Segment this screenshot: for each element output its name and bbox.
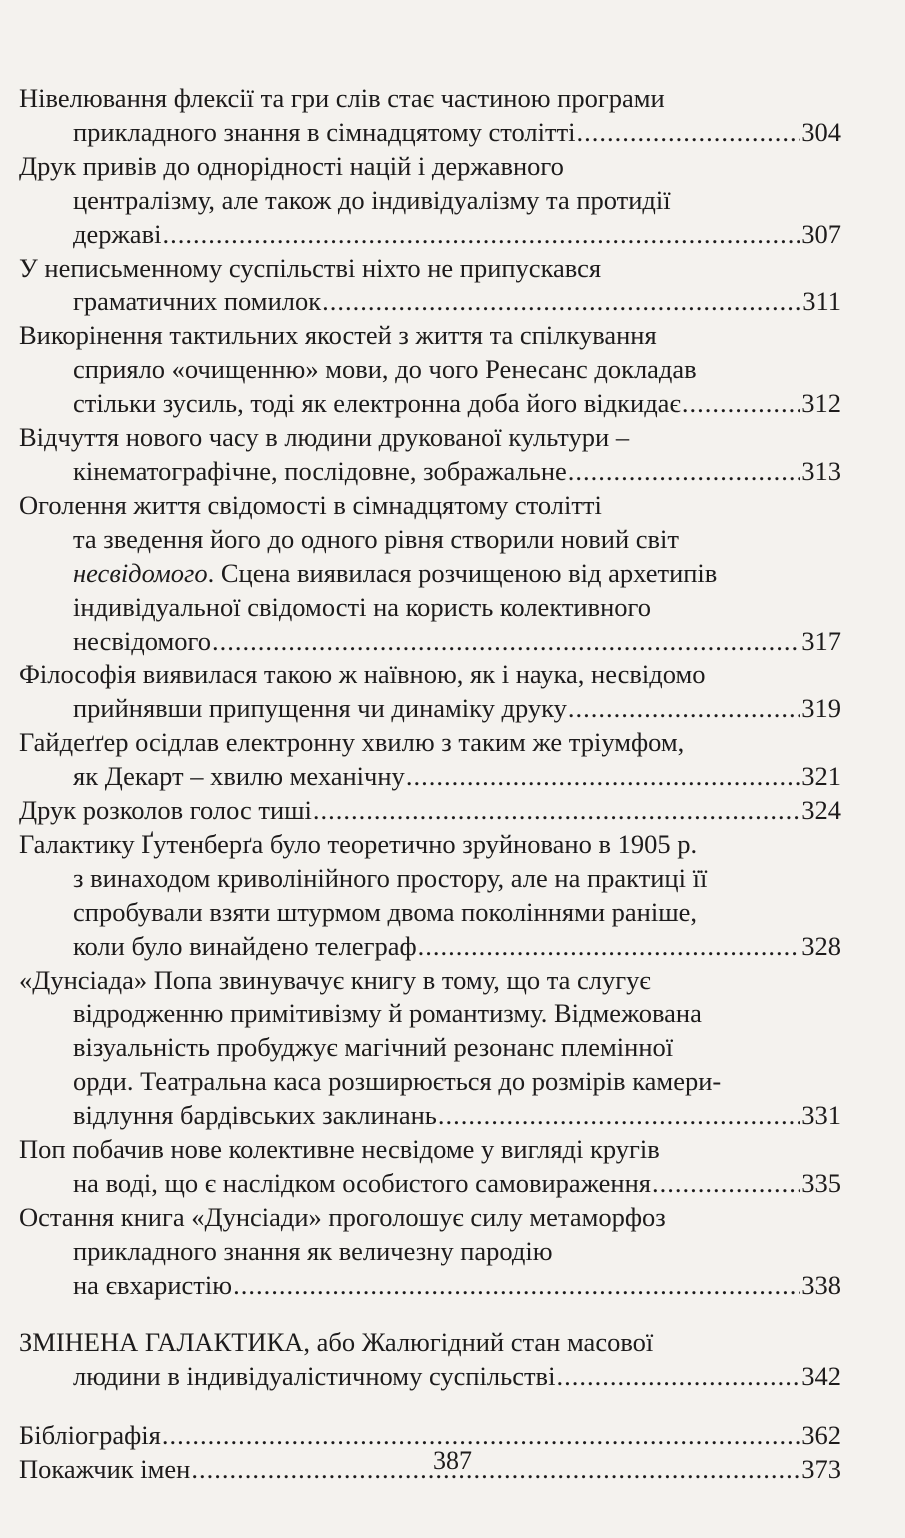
toc-entry-last-line: [19, 760, 841, 794]
page-number: 373: [801, 1454, 841, 1485]
toc-entry-last-line: [19, 1360, 841, 1394]
toc-entry-text: державі: [73, 218, 162, 249]
leader-dots: [406, 760, 800, 794]
toc-entry-text: граматичних помилок: [73, 286, 322, 317]
page-number: 312: [801, 388, 841, 419]
toc-entry-line: Галактику Ґутенберґа було теоретично зруйновано в 1905 р.: [19, 828, 698, 859]
toc-entry-line: Друк привів до однорідності націй і державного: [19, 150, 564, 181]
leader-dots: [162, 218, 800, 252]
toc-entry-last-line: [19, 930, 841, 964]
toc-entry-last-line: [19, 285, 841, 319]
toc-entry-line: сприяло «очищенню» мови, до чого Ренесанс докладав: [73, 354, 697, 385]
page-number: 321: [801, 761, 841, 792]
toc-entry[interactable]: [19, 1133, 841, 1201]
toc-entry-text: на євхаристію: [73, 1269, 233, 1300]
toc-entry[interactable]: [19, 726, 841, 794]
toc-entry[interactable]: [19, 1201, 841, 1303]
toc-entry-line: орди. Театральна каса розширюється до розмірів камери-: [73, 1066, 722, 1097]
toc-entry-last-line: [19, 1099, 841, 1133]
page-number: 304: [801, 116, 841, 147]
toc-entry[interactable]: [19, 794, 841, 828]
leader-dots: [313, 794, 800, 828]
leader-dots: [322, 285, 801, 319]
toc-entry-line: Остання книга «Дунсіади» проголошує силу метаморфоз: [19, 1201, 666, 1232]
toc-entry-line: відродженню примітивізму й романтизму. Відмежована: [73, 998, 702, 1029]
toc-entry-line: спробували взяти штурмом двома поколіннями раніше,: [73, 896, 698, 927]
table-of-contents: [19, 82, 841, 1487]
toc-entry[interactable]: [19, 828, 841, 964]
toc-entry-text: Бібліографія: [19, 1420, 161, 1451]
toc-entry-text: Друк розколов голос тиші: [19, 795, 312, 826]
toc-entry[interactable]: [19, 489, 841, 659]
toc-entry[interactable]: [19, 421, 841, 489]
page-number: 331: [801, 1100, 841, 1131]
toc-entry-last-line: [19, 1167, 841, 1201]
toc-entry[interactable]: [19, 252, 841, 320]
page-folio-number: 387: [433, 1446, 472, 1475]
page-number: 313: [801, 455, 841, 486]
leader-dots: [418, 930, 801, 964]
page-number: 317: [801, 625, 841, 656]
toc-entry-line: та зведення його до одного рівня створили новий світ: [73, 523, 679, 554]
toc-entry-line: Оголення життя свідомості в сімнадцятому столітті: [19, 489, 602, 520]
toc-entry-text: коли було винайдено телеграф: [73, 930, 417, 961]
toc-entry-text: прийнявши припущення чи динаміку друку: [73, 693, 567, 724]
leader-dots: [233, 1269, 800, 1303]
toc-entry[interactable]: [19, 964, 841, 1134]
toc-entry-line: прикладного знання як величезну пародію: [73, 1235, 553, 1266]
toc-entry-line: ЗМІНЕНА ГАЛАКТИКА, або Жалюгідний стан масової: [19, 1326, 654, 1357]
toc-entry-text: несвідомого: [73, 625, 211, 656]
toc-entry-last-line: [19, 387, 841, 421]
toc-entry[interactable]: [19, 658, 841, 726]
toc-section-entry[interactable]: [19, 1326, 841, 1394]
toc-entry-text: на воді, що є наслідком особистого самовираження: [73, 1168, 651, 1198]
toc-entry-line: з винаходом криволінійного простору, але на практиці її: [73, 862, 708, 893]
toc-entry-last-line: [19, 116, 841, 150]
toc-entry-last-line: [19, 625, 841, 659]
leader-dots: [682, 387, 800, 421]
spacer: [19, 1303, 841, 1326]
toc-entry-line: У неписьменному суспільстві ніхто не припускався: [19, 252, 602, 283]
toc-entry-line: [19, 557, 841, 591]
toc-entry-line: централізму, але також до індивідуалізму та протидії: [73, 184, 671, 215]
toc-entry-line: «Дунсіада» Попа звинувачує книгу в тому, що та слугує: [19, 964, 651, 995]
toc-entry-line: Філософія виявилася такою ж наївною, як і наука, несвідомо: [19, 659, 706, 690]
toc-entry-text: стільки зусиль, тоді як електронна доба його відкидає: [73, 388, 681, 419]
leader-dots: [652, 1167, 800, 1201]
toc-entry-last-line: [19, 1269, 841, 1303]
italic-term: несвідомого: [73, 557, 208, 588]
toc-entry-text: як Декарт – хвилю механічну: [73, 761, 405, 792]
toc-entry-line: індивідуальної свідомості на користь колективного: [73, 591, 652, 622]
toc-entry-line: Гайдеґґер осідлав електронну хвилю з таким же тріумфом,: [19, 727, 685, 758]
toc-entry-line: візуальність пробуджує магічний резонанс племінної: [73, 1032, 674, 1063]
toc-entry[interactable]: [19, 82, 841, 150]
toc-entry-line: Нівелювання флексії та гри слів стає частиною програми: [19, 83, 665, 113]
toc-entry-last-line: [19, 692, 841, 726]
toc-entry-line: Викорінення тактильних якостей з життя та спілкування: [19, 320, 657, 351]
page-number: 342: [801, 1360, 841, 1391]
toc-entry-last-line: [19, 455, 841, 489]
leader-dots: [438, 1099, 800, 1133]
toc-entry-text: Покажчик імен: [19, 1454, 191, 1485]
leader-dots: [568, 692, 800, 726]
toc-entry-last-line: [19, 218, 841, 252]
toc-entry-last-line: [19, 794, 841, 828]
toc-entry[interactable]: [19, 319, 841, 421]
page-number: 328: [801, 930, 841, 961]
leader-dots: [577, 116, 801, 150]
page-number: 311: [802, 286, 841, 317]
toc-entry-text: прикладного знання в сімнадцятому столітті: [73, 116, 576, 147]
page-number: 338: [801, 1269, 841, 1300]
page-number: 319: [801, 693, 841, 724]
leader-dots: [568, 455, 800, 489]
toc-entry-text: відлуння бардівських заклинань: [73, 1100, 437, 1131]
spacer: [19, 1393, 841, 1419]
toc-entry-text: кінематографічне, послідовне, зображальне: [73, 455, 567, 486]
page-number: 307: [801, 218, 841, 249]
toc-entry-line: Відчуття нового часу в людини друкованої культури –: [19, 422, 630, 453]
toc-entry[interactable]: [19, 150, 841, 252]
page-number: 362: [801, 1420, 841, 1451]
toc-entry-line: Поп побачив нове колективне несвідоме у вигляді кругів: [19, 1134, 660, 1165]
page-number: 324: [801, 795, 841, 826]
page-number: 335: [801, 1168, 841, 1198]
leader-dots: [556, 1360, 800, 1394]
toc-entry-text: . Сцена виявилася розчищеною від архетипів: [207, 557, 718, 588]
toc-entry-text: людини в індивідуалістичному суспільстві: [73, 1360, 556, 1391]
leader-dots: [212, 625, 800, 659]
